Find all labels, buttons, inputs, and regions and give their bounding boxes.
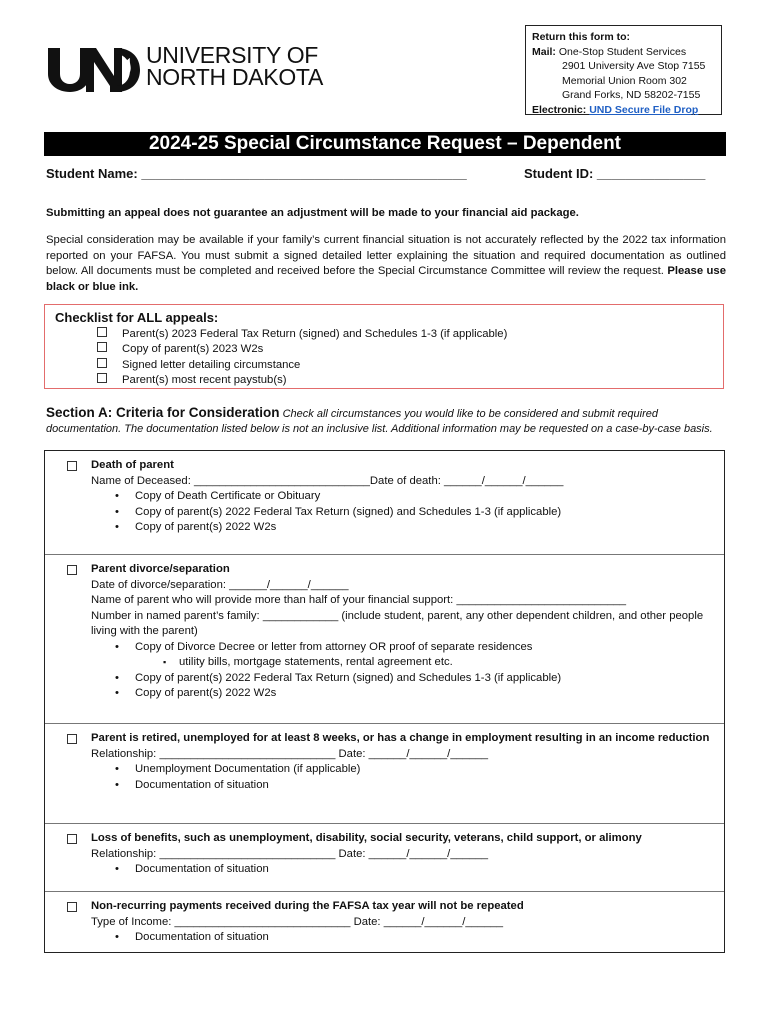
relationship-field[interactable]: Relationship: ____________________________ Date: ______/______/______ — [91, 847, 489, 860]
student-name-field[interactable]: Student Name: _____________________________________________ — [46, 166, 467, 181]
checklist-item[interactable]: Parent(s) most recent paystub(s) — [97, 373, 507, 388]
criteria-table — [44, 450, 725, 953]
family-number-field[interactable]: Number in named parent’s family: ____________ (include student, parent, any other dependent children, and other people living with the parent) — [91, 609, 704, 637]
section-a-title: Section A: Criteria for Consideration — [46, 405, 280, 420]
checkbox-icon[interactable] — [97, 373, 107, 383]
checkbox-icon[interactable] — [97, 342, 107, 352]
list-item: • Copy of parent(s) 2022 W2s — [91, 520, 719, 536]
list-item: • Copy of parent(s) 2022 Federal Tax Return (signed) and Schedules 1-3 (if applicable) — [91, 505, 719, 521]
und-logo-mark — [46, 44, 142, 92]
checklist-item[interactable]: Signed letter detailing circumstance — [97, 358, 507, 373]
checklist-item[interactable]: Parent(s) 2023 Federal Tax Return (signed) and Schedules 1-3 (if applicable) — [97, 327, 507, 342]
list-item: • Copy of Death Certificate or Obituary — [91, 489, 719, 505]
checklist-item[interactable]: Copy of parent(s) 2023 W2s — [97, 342, 507, 357]
student-info-line — [46, 166, 726, 181]
list-item: • Copy of Divorce Decree or letter from attorney OR proof of separate residences — [91, 640, 719, 656]
checkbox-icon[interactable] — [67, 902, 77, 912]
logo-line-2: NORTH DAKOTA — [146, 64, 324, 90]
logo-line-1: UNIVERSITY OF — [146, 42, 319, 68]
intro-paragraph — [46, 233, 726, 295]
mail-line-1: One-Stop Student Services — [558, 45, 687, 58]
mail-line-3: Memorial Union Room 302 — [562, 74, 687, 87]
list-item: • Copy of parent(s) 2022 W2s — [91, 686, 719, 702]
criteria-row-non-recurring: Non-recurring payments received during the FAFSA tax year will not be repeated Type of Income: ____________________________ Date: ______/______/______ • Documentation of situation — [45, 892, 724, 952]
return-heading: Return this form to: — [532, 31, 630, 43]
divorce-date-field[interactable]: Date of divorce/separation: ______/______/______ — [91, 578, 349, 591]
sub-list-item: ▪ utility bills, mortgage statements, rental agreement etc. — [91, 655, 719, 671]
intro-text: Special consideration may be available if your family’s current financial situation is not accurately reflected by the 2022 tax information reported on your FAFSA. You must submit a signed detailed letter explaining the situation and required documentation as outlined below. All documents must be completed and received before the Special Circumstance Committee will review the request. — [46, 234, 726, 277]
mail-line-4: Grand Forks, ND 58202-7155 — [562, 89, 701, 101]
checklist-box — [44, 304, 724, 389]
list-item: • Copy of parent(s) 2022 Federal Tax Return (signed) and Schedules 1-3 (if applicable) — [91, 671, 719, 687]
list-item: • Documentation of situation — [91, 862, 719, 878]
list-item: • Documentation of situation — [91, 930, 719, 946]
und-logo — [46, 44, 346, 94]
mail-label: Mail: — [532, 45, 556, 58]
criteria-row-loss-of-benefits: Loss of benefits, such as unemployment, disability, social security, veterans, child support, or alimony Relationship: ____________________________ Date: ______/______/______ • Documentation of situation — [45, 824, 724, 892]
list-item: • Documentation of situation — [91, 778, 719, 794]
section-a-note: Check all circumstances you would like to be considered and submit required documentation. The documentation listed below is not an inclusive list. Additional information may be requested on a case-by-case basis. — [46, 408, 713, 435]
checkbox-icon[interactable] — [97, 358, 107, 368]
student-id-field[interactable]: Student ID: _______________ — [524, 166, 706, 181]
deceased-name-field[interactable]: Name of Deceased: ____________________________Date of death: ______/______/______ — [91, 474, 564, 487]
criteria-row-divorce: Parent divorce/separation Date of divorce/separation: ______/______/______ Name of parent who will provide more than half of your financial support: ___________________________ Number in named parent’s family: ____________ (include student, parent, any other dependent children, and other people living with the parent) • Copy of Divorce Decree or letter from attorney OR proof of separate residences ▪ utility bills, mortgage statements, rental agreement etc. • Copy of parent(s) 2022 Federal Tax Return (signed) and Schedules 1-3 (if applicable) • Copy of parent(s) 2022 W2s — [45, 555, 724, 724]
electronic-label: Electronic: — [532, 103, 587, 116]
return-address-box — [525, 25, 722, 115]
form-title: 2024-25 Special Circumstance Request – Dependent — [44, 132, 726, 156]
logo-wordmark — [146, 44, 323, 88]
checkbox-icon[interactable] — [67, 461, 77, 471]
checkbox-icon[interactable] — [67, 734, 77, 744]
supporting-parent-field[interactable]: Name of parent who will provide more than half of your financial support: ___________________________ — [91, 594, 627, 606]
ink-instruction: Please use black or blue ink. — [46, 265, 726, 293]
criteria-row-death: Death of parent Name of Deceased: ____________________________Date of death: ______/______/______ • Copy of Death Certificate or Obituary • Copy of parent(s) 2022 Federal Tax Return (signed) and Schedules 1-3 (if applicable) • Copy of parent(s) 2022 W2s — [45, 451, 724, 555]
appeal-warning: Submitting an appeal does not guarantee an adjustment will be made to your financial aid package. — [46, 207, 579, 219]
checklist-title: Checklist for ALL appeals: — [55, 310, 219, 325]
checkbox-icon[interactable] — [67, 834, 77, 844]
checkbox-icon[interactable] — [97, 327, 107, 337]
section-a-header — [46, 405, 726, 437]
mail-line-2: 2901 University Ave Stop 7155 — [562, 60, 706, 72]
income-type-field[interactable]: Type of Income: ____________________________ Date: ______/______/______ — [91, 915, 504, 928]
checkbox-icon[interactable] — [67, 565, 77, 575]
checklist-items — [97, 327, 507, 389]
relationship-field[interactable]: Relationship: ____________________________ Date: ______/______/______ — [91, 747, 489, 760]
list-item: • Unemployment Documentation (if applicable) — [91, 762, 719, 778]
criteria-row-unemployed: Parent is retired, unemployed for at least 8 weeks, or has a change in employment resulting in an income reduction Relationship: ____________________________ Date: ______/______/______ • Unemployment Documentation (if applicable) • Documentation of situation — [45, 724, 724, 824]
secure-file-drop-link[interactable]: UND Secure File Drop — [589, 103, 699, 116]
